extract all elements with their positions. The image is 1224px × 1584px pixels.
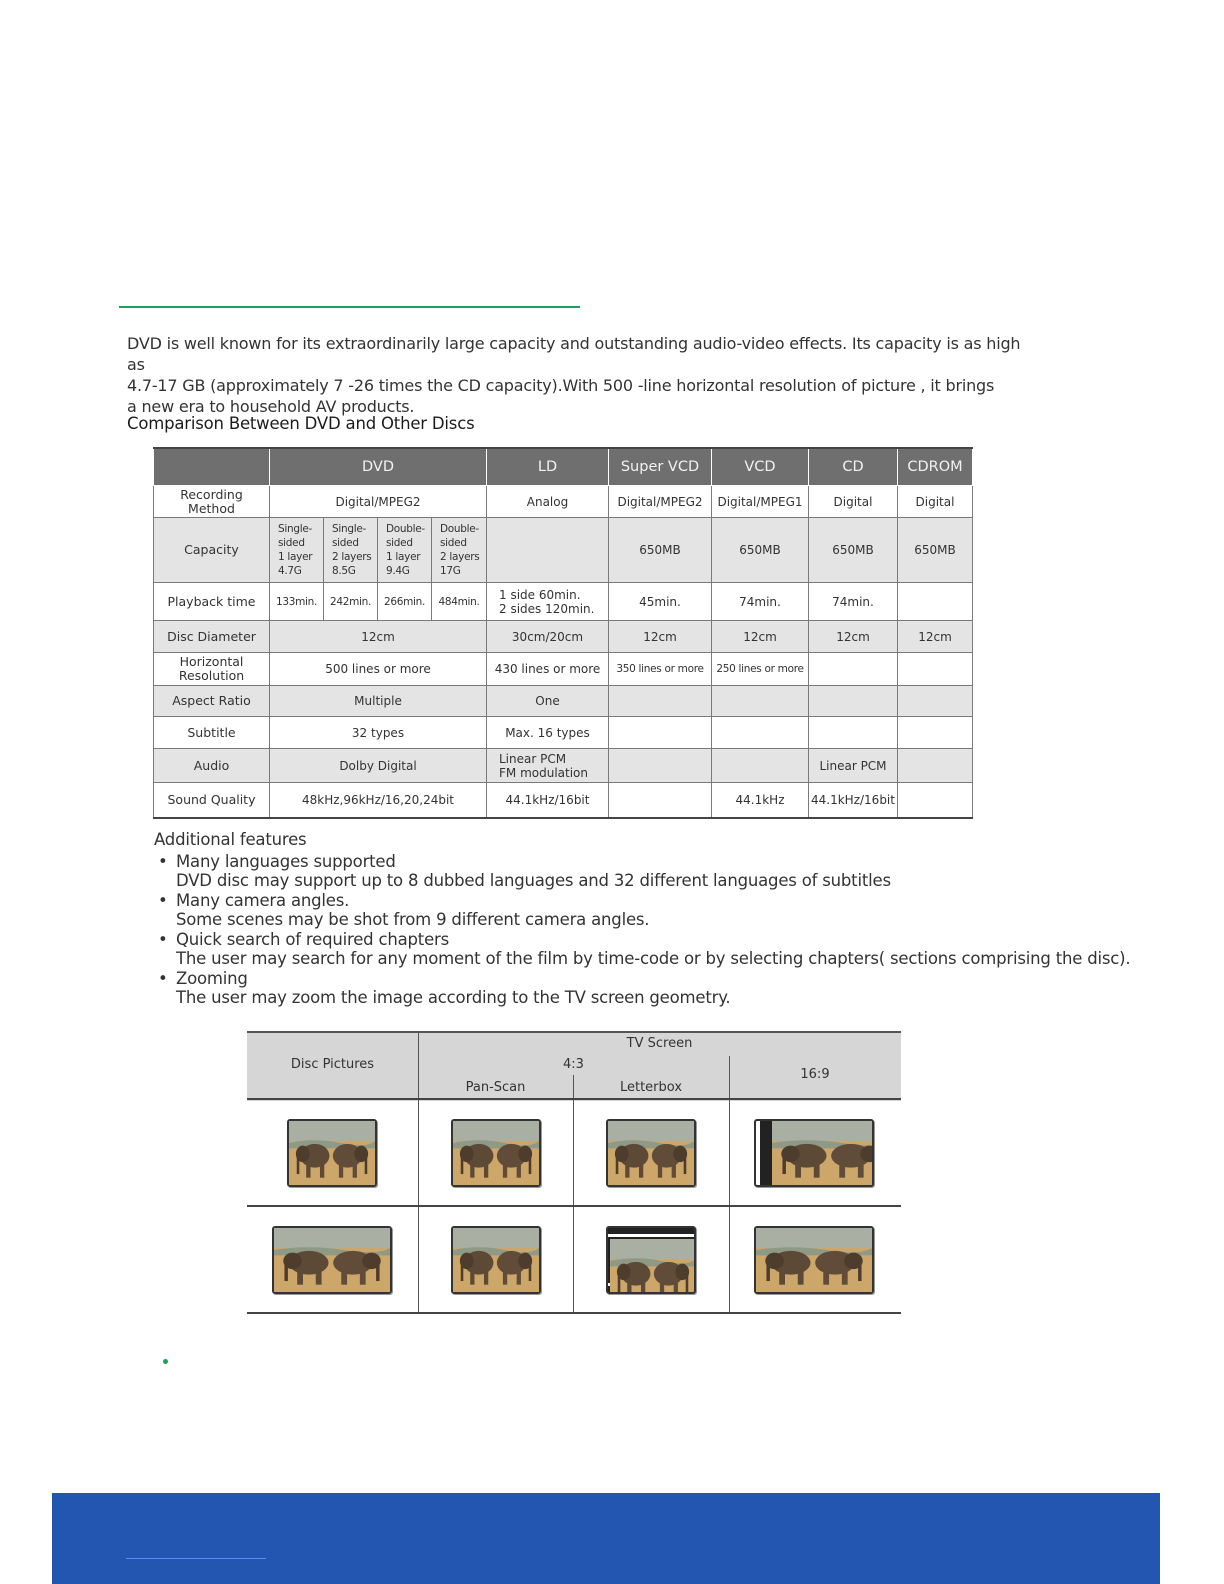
- table-cell: 266min.: [378, 583, 432, 621]
- green-bullet-icon: [163, 1359, 168, 1364]
- table-row: [154, 583, 973, 621]
- table-cell: [809, 686, 898, 717]
- row-label: Audio: [154, 749, 270, 783]
- table-row: [154, 749, 973, 783]
- cell-line: 2 layers: [332, 551, 372, 563]
- cell-line: sided: [278, 537, 305, 549]
- table-cell: [270, 518, 324, 583]
- features-heading: Additional features: [154, 830, 307, 849]
- disc-pictures-label: Disc Pictures: [290, 1057, 375, 1072]
- table-cell: One: [487, 686, 609, 717]
- table-cell: 74min.: [809, 583, 898, 621]
- elephant-thumbnail: [272, 1226, 392, 1294]
- feature-desc: The user may search for any moment of the film by time-code or by selecting chapters( sections comprising the disc).: [176, 949, 1131, 968]
- table-cell: 45min.: [609, 583, 712, 621]
- bullet-icon: •: [158, 969, 168, 988]
- additional-features: [154, 828, 1154, 1008]
- table-cell: 350 lines or more: [609, 653, 712, 686]
- table-cell: [324, 518, 378, 583]
- table-cell: Max. 16 types: [487, 717, 609, 749]
- elephant-thumbnail: [287, 1119, 377, 1187]
- table-cell: 12cm: [712, 621, 809, 653]
- cell-line: sided: [440, 537, 467, 549]
- cell-line: Double-: [386, 523, 425, 535]
- table-cell: Multiple: [270, 686, 487, 717]
- table-cell: [378, 518, 432, 583]
- table-cell: 12cm: [809, 621, 898, 653]
- table-cell: [609, 686, 712, 717]
- cell-line: 9.4G: [386, 565, 410, 577]
- table-row: [154, 653, 973, 686]
- table-cell: [609, 749, 712, 783]
- feature-desc: Some scenes may be shot from 9 different camera angles.: [176, 910, 650, 929]
- divider: [418, 1033, 419, 1314]
- cell-line: 17G: [440, 565, 461, 577]
- feature-title: Many languages supported: [176, 852, 396, 871]
- table-cell: [898, 686, 973, 717]
- cell-line: FM modulation: [499, 765, 588, 780]
- table-row: [154, 686, 973, 717]
- cell-line: 1 layer: [278, 551, 313, 563]
- table-cell: Digital: [809, 486, 898, 518]
- header-rule: [119, 306, 580, 308]
- col-header-svcd: Super VCD: [609, 448, 712, 486]
- row-label: Capacity: [154, 518, 270, 583]
- cell-line: 1 layer: [386, 551, 421, 563]
- screen-format-table: [247, 1031, 901, 1314]
- table-cell: [712, 686, 809, 717]
- table-cell: 650MB: [809, 518, 898, 583]
- table-cell: 484min.: [432, 583, 487, 621]
- table-cell: [898, 653, 973, 686]
- pan-scan-label: Pan-Scan: [465, 1080, 526, 1095]
- table-cell: [609, 717, 712, 749]
- table-cell: Linear PCM: [809, 749, 898, 783]
- table-cell: [609, 783, 712, 818]
- table-cell: 250 lines or more: [712, 653, 809, 686]
- table-cell: [898, 583, 973, 621]
- corner-cell: [154, 448, 270, 486]
- table-cell: [809, 653, 898, 686]
- table-cell: 44.1kHz/16bit: [487, 783, 609, 818]
- table-cell: Digital/MPEG2: [609, 486, 712, 518]
- ratio-43-label: 4:3: [563, 1057, 584, 1072]
- elephant-thumbnail: [451, 1226, 541, 1294]
- table-cell: 242min.: [324, 583, 378, 621]
- table-row: [154, 621, 973, 653]
- cell-line: Resolution: [178, 668, 245, 683]
- feature-title: Quick search of required chapters: [176, 930, 449, 949]
- cell-line: Horizontal: [179, 654, 244, 669]
- cell-line: 8.5G: [332, 565, 356, 577]
- table-cell: 44.1kHz/16bit: [809, 783, 898, 818]
- cell-line: Linear PCM: [499, 751, 567, 766]
- table-cell: Dolby Digital: [270, 749, 487, 783]
- row-label: Playback time: [154, 583, 270, 621]
- intro-line-3: a new era to household AV products.: [127, 397, 415, 416]
- bullet-icon: •: [158, 891, 168, 910]
- table-cell: 430 lines or more: [487, 653, 609, 686]
- table-row: [154, 518, 973, 583]
- row-label: Sound Quality: [154, 783, 270, 818]
- bullet-icon: •: [158, 930, 168, 949]
- row-label: Aspect Ratio: [154, 686, 270, 717]
- table-cell: [898, 783, 973, 818]
- table-cell: Digital/MPEG2: [270, 486, 487, 518]
- table-cell: [487, 583, 609, 621]
- cell-line: 2 layers: [440, 551, 480, 563]
- table-cell: 30cm/20cm: [487, 621, 609, 653]
- cell-line: Single-: [332, 523, 366, 535]
- tv-screen-label: TV Screen: [626, 1036, 693, 1051]
- elephant-thumbnail: [754, 1226, 874, 1294]
- table-cell: 133min.: [270, 583, 324, 621]
- table-cell: [712, 717, 809, 749]
- section-title: Comparison Between DVD and Other Discs: [127, 414, 475, 433]
- divider: [247, 1098, 901, 1100]
- intro-paragraph: [127, 333, 1027, 417]
- feature-item: [154, 969, 1154, 1008]
- table-row: [154, 783, 973, 818]
- divider: [573, 1075, 574, 1314]
- table-cell: Digital/MPEG1: [712, 486, 809, 518]
- col-header-dvd: DVD: [270, 448, 487, 486]
- cell-line: 1 side 60min.: [499, 587, 581, 602]
- table-cell: Digital: [898, 486, 973, 518]
- comparison-table: [153, 447, 973, 819]
- cell-line: Double-: [440, 523, 479, 535]
- pillarbox-thumbnail: [754, 1119, 874, 1187]
- table-cell: 12cm: [898, 621, 973, 653]
- table-row: [154, 717, 973, 749]
- table-cell: 650MB: [609, 518, 712, 583]
- table-cell: [432, 518, 487, 583]
- cell-line: sided: [332, 537, 359, 549]
- col-header-ld: LD: [487, 448, 609, 486]
- table-cell: [898, 717, 973, 749]
- cell-line: sided: [386, 537, 413, 549]
- cell-line: Single-: [278, 523, 312, 535]
- intro-line-2: 4.7-17 GB (approximately 7 -26 times the CD capacity).With 500 -line horizontal resolution of picture , it brings: [127, 376, 995, 395]
- divider: [247, 1205, 901, 1207]
- cell-line: 2 sides 120min.: [499, 601, 595, 616]
- table-cell: [809, 717, 898, 749]
- table-cell: 500 lines or more: [270, 653, 487, 686]
- feature-title: Many camera angles.: [176, 891, 350, 910]
- table-cell: 650MB: [712, 518, 809, 583]
- letterbox-label: Letterbox: [619, 1080, 683, 1095]
- col-header-cdrom: CDROM: [898, 448, 973, 486]
- table-cell: 650MB: [898, 518, 973, 583]
- table-cell: [487, 749, 609, 783]
- row-label: Disc Diameter: [154, 621, 270, 653]
- footer-band: [52, 1493, 1160, 1584]
- row-label: Subtitle: [154, 717, 270, 749]
- elephant-thumbnail: [606, 1119, 696, 1187]
- table-cell: 74min.: [712, 583, 809, 621]
- table-cell: Analog: [487, 486, 609, 518]
- feature-item: [154, 891, 1154, 930]
- footer-link-underline[interactable]: [126, 1558, 266, 1559]
- table-header-row: [154, 448, 973, 486]
- table-row: [154, 486, 973, 518]
- table-cell: [712, 749, 809, 783]
- ratio-169-label: 16:9: [800, 1067, 830, 1082]
- row-label: [154, 653, 270, 686]
- cell-line: 4.7G: [278, 565, 302, 577]
- intro-line-1: DVD is well known for its extraordinarily large capacity and outstanding audio-video effects. Its capacity is as high as: [127, 334, 1021, 374]
- table-cell: [898, 749, 973, 783]
- table-cell: [487, 518, 609, 583]
- table-cell: 12cm: [270, 621, 487, 653]
- row-label: Recording Method: [154, 486, 270, 518]
- feature-title: Zooming: [176, 969, 248, 988]
- divider: [247, 1312, 901, 1314]
- col-header-cd: CD: [809, 448, 898, 486]
- feature-desc: The user may zoom the image according to the TV screen geometry.: [176, 988, 731, 1007]
- letterbox-thumbnail: [606, 1226, 696, 1294]
- elephant-thumbnail: [451, 1119, 541, 1187]
- feature-item: [154, 852, 1154, 891]
- col-header-vcd: VCD: [712, 448, 809, 486]
- table-cell: 12cm: [609, 621, 712, 653]
- feature-item: [154, 930, 1154, 969]
- feature-desc: DVD disc may support up to 8 dubbed languages and 32 different languages of subtitles: [176, 871, 891, 890]
- divider: [729, 1056, 730, 1314]
- table-cell: 48kHz,96kHz/16,20,24bit: [270, 783, 487, 818]
- table-cell: 32 types: [270, 717, 487, 749]
- table-cell: 44.1kHz: [712, 783, 809, 818]
- bullet-icon: •: [158, 852, 168, 871]
